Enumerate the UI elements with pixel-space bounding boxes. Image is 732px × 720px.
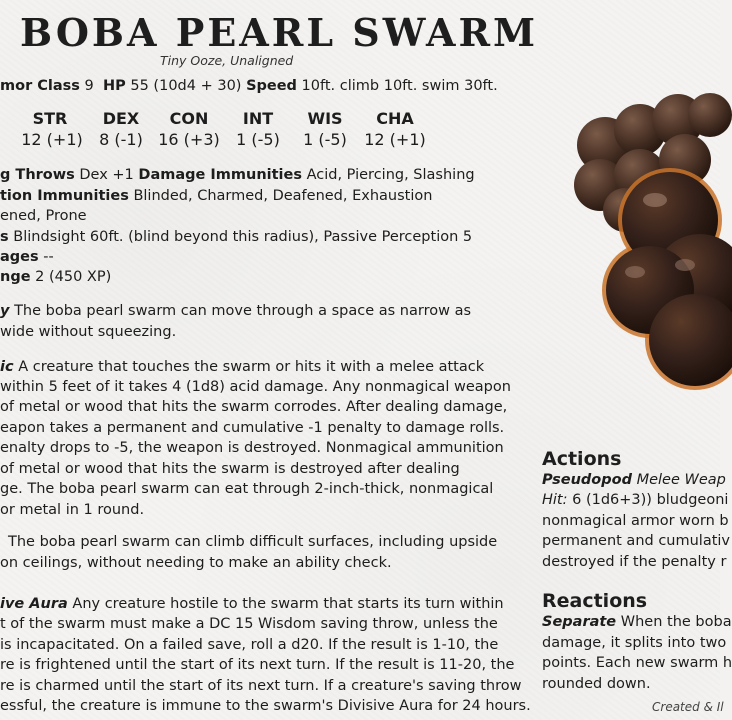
hit-label: Hit: <box>542 492 568 508</box>
speed-label: Speed <box>246 78 297 94</box>
boba-pearl-illustration <box>560 80 720 410</box>
trait-text: The boba pearl swarm can move through a space as narrow as <box>14 303 472 319</box>
saving-throws <box>0 165 475 185</box>
ac-value: 9 <box>84 78 94 94</box>
reactions-heading: Reactions <box>542 590 648 612</box>
challenge <box>0 267 111 287</box>
trait-spider-climb: The boba pearl swarm can climb difficult surfaces, including upside <box>8 534 498 550</box>
reaction-separate <box>542 612 732 632</box>
languages-value: -- <box>43 249 54 265</box>
stat-con-label: CON <box>169 109 209 128</box>
reaction-text: rounded down. <box>542 676 651 692</box>
stat-wis-label: WIS <box>307 109 343 128</box>
damage-immunities-label: Damage Immunities <box>138 167 302 183</box>
trait-text: eapon takes a permanent and cumulative -1 penalty to damage rolls. <box>0 420 505 436</box>
trait-swarm <box>0 301 471 321</box>
damage-immunities-value: Acid, Piercing, Slashing <box>306 167 475 183</box>
hit-text: 6 (1d6+3)) bludgeoni <box>572 492 729 508</box>
condition-immunities-cont: ened, Prone <box>0 208 87 224</box>
speed-value: 10ft. climb 10ft. swim 30ft. <box>301 78 498 94</box>
senses-label: s <box>0 229 9 245</box>
pearl-cluster-front <box>602 168 732 390</box>
trait-swarm-name: y <box>0 303 10 319</box>
languages-label: ages <box>0 249 39 265</box>
condition-immunities-value: Blinded, Charmed, Deafened, Exhaustion <box>133 188 433 204</box>
stat-cha-label: CHA <box>376 109 414 128</box>
hp-value: 55 (10d4 + 30) <box>130 78 242 94</box>
trait-text: enalty drops to -5, the weapon is destroyed. Nonmagical ammunition <box>0 440 504 456</box>
reaction-text: When the boba <box>620 614 732 630</box>
basics-line <box>0 76 498 96</box>
trait-divisive-aura-name: ive Aura <box>0 596 68 612</box>
languages <box>0 247 54 267</box>
trait-text: re is charmed until the start of its next turn. If a creature's saving throw <box>0 678 522 694</box>
trait-text: ge. The boba pearl swarm can eat through 2-inch-thick, nonmagical <box>0 481 494 497</box>
reaction-text: points. Each new swarm h <box>542 655 732 671</box>
condition-immunities <box>0 186 432 206</box>
trait-text: of metal or wood that hits the swarm corrodes. After dealing damage, <box>0 399 508 415</box>
senses <box>0 227 472 247</box>
saves-value: Dex +1 <box>79 167 134 183</box>
action-text: nonmagical armor worn b <box>542 513 729 529</box>
trait-text: re is frightened until the start of its next turn. If the result is 11-20, the <box>0 657 515 673</box>
creature-type: Tiny Ooze, Unaligned <box>160 53 294 68</box>
trait-text: is incapacitated. On a failed save, roll a d20. If the result is 1-10, the <box>0 637 499 653</box>
hp-label: HP <box>103 78 126 94</box>
senses-value: Blindsight 60ft. (blind beyond this radius), Passive Perception 5 <box>13 229 473 245</box>
action-pseudopod-name: Pseudopod <box>542 472 632 488</box>
action-text <box>542 490 728 510</box>
action-text: permanent and cumulativ <box>542 533 731 549</box>
stat-int-label: INT <box>242 109 274 128</box>
stat-con-value: 16 (+3) <box>158 130 220 149</box>
saves-label: g Throws <box>0 167 75 183</box>
trait-text: or metal in 1 round. <box>0 502 145 518</box>
trait-acidic <box>0 357 484 377</box>
trait-divisive-aura <box>0 594 504 614</box>
trait-text: t of the swarm must make a DC 15 Wisdom saving throw, unless the <box>0 616 498 632</box>
challenge-value: 2 (450 XP) <box>35 269 112 285</box>
action-pseudopod <box>542 470 726 490</box>
trait-text: of metal or wood that hits the swarm is destroyed after dealing <box>0 461 460 477</box>
credit-text: Created & Il <box>652 700 724 714</box>
action-text: destroyed if the penalty r <box>542 554 727 570</box>
page-title: BOBA PEARL SWARM <box>20 10 539 55</box>
ac-label: mor Class <box>0 78 80 94</box>
stat-int-value: 1 (-5) <box>236 130 280 149</box>
trait-acidic-name: ic <box>0 359 14 375</box>
stat-wis-value: 1 (-5) <box>303 130 347 149</box>
challenge-label: nge <box>0 269 31 285</box>
reaction-separate-name: Separate <box>542 614 617 630</box>
stat-dex-label: DEX <box>102 109 140 128</box>
action-type: Melee Weap <box>636 472 726 488</box>
stat-cha-value: 12 (+1) <box>364 130 426 149</box>
stat-str-label: STR <box>32 109 68 128</box>
reaction-text: damage, it splits into two <box>542 635 727 651</box>
condition-immunities-label: tion Immunities <box>0 188 129 204</box>
actions-heading: Actions <box>542 448 622 470</box>
trait-text: on ceilings, without needing to make an ability check. <box>0 555 392 571</box>
trait-text: essful, the creature is immune to the swarm's Divisive Aura for 24 hours. <box>0 698 531 714</box>
trait-text: Any creature hostile to the swarm that starts its turn within <box>72 596 504 612</box>
trait-text: A creature that touches the swarm or hits it with a melee attack <box>18 359 485 375</box>
stat-str-value: 12 (+1) <box>21 130 83 149</box>
stat-dex-value: 8 (-1) <box>99 130 143 149</box>
trait-text: wide without squeezing. <box>0 324 177 340</box>
trait-text: within 5 feet of it takes 4 (1d8) acid damage. Any nonmagical weapon <box>0 379 511 395</box>
